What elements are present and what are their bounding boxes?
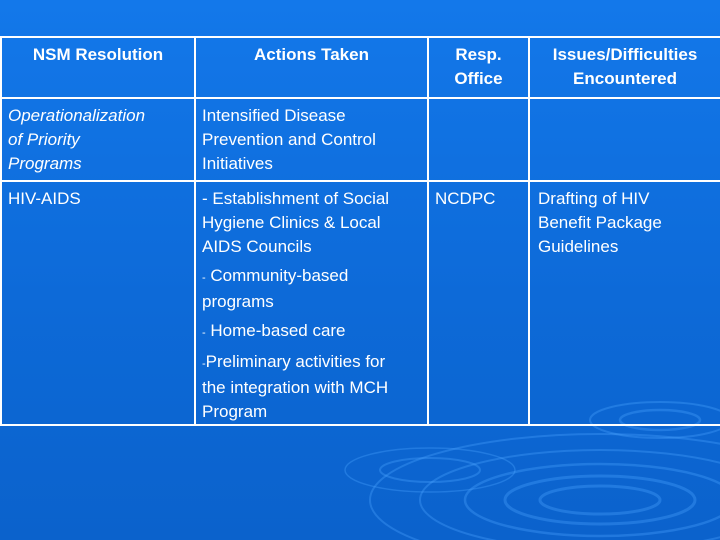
table-row bbox=[1, 98, 720, 181]
cell-issues bbox=[529, 98, 720, 181]
table-row bbox=[1, 181, 720, 425]
cell-resolution: Operationalization of Priority Programs bbox=[1, 98, 195, 181]
cell-office: NCDPC bbox=[428, 181, 529, 425]
header-resp-office: Resp. Office bbox=[428, 37, 529, 98]
cell-actions: Intensified Disease Prevention and Control Initiatives bbox=[195, 98, 428, 181]
resolution-status-table bbox=[0, 36, 720, 426]
table-header-row bbox=[1, 37, 720, 98]
cell-resolution: HIV-AIDS bbox=[1, 181, 195, 425]
cell-actions: - Establishment of Social Hygiene Clinics & Local AIDS Councils - Community-based programs - Home-based care -Preliminary activities for the integration with MCH Program bbox=[195, 181, 428, 425]
cell-office bbox=[428, 98, 529, 181]
header-actions-taken: Actions Taken bbox=[195, 37, 428, 98]
header-issues-difficulties: Issues/Difficulties Encountered bbox=[529, 37, 720, 98]
header-nsm-resolution: NSM Resolution bbox=[1, 37, 195, 98]
cell-issues: Drafting of HIV Benefit Package Guidelines bbox=[529, 181, 720, 425]
